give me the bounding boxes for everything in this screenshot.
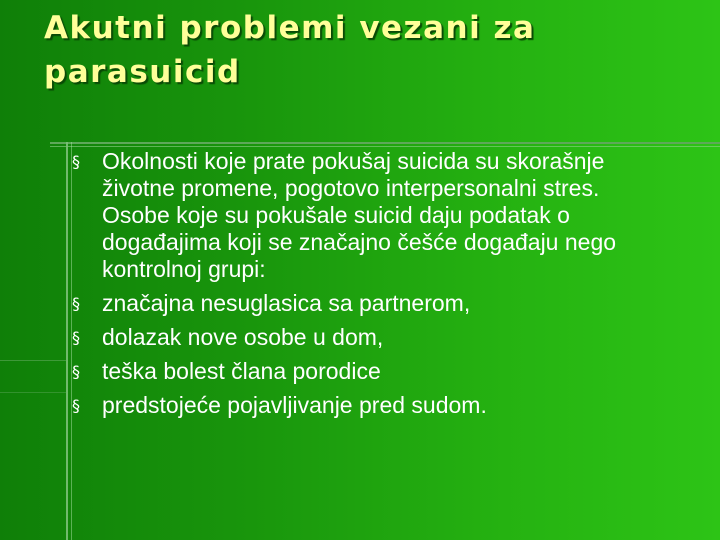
list-item — [72, 324, 712, 351]
list-item-text: dolazak nove osobe u dom, — [102, 324, 384, 350]
list-item-text: predstojeće pojavljivanje pred sudom. — [102, 392, 487, 418]
slide-title: Akutni problemi vezani za parasuicid — [44, 10, 536, 90]
list-item-text: teška bolest člana porodice — [102, 358, 381, 384]
list-item — [72, 392, 712, 419]
bullet-icon: § — [72, 294, 80, 313]
frame-line — [66, 142, 68, 540]
title-box — [44, 6, 684, 94]
list-item — [72, 148, 712, 283]
frame-line — [0, 360, 66, 361]
bullet-icon: § — [72, 328, 80, 347]
frame-line — [50, 146, 720, 147]
bullet-icon: § — [72, 396, 80, 415]
list-item — [72, 290, 712, 317]
list-item-text: značajna nesuglasica sa partnerom, — [102, 290, 471, 316]
bullet-icon: § — [72, 152, 80, 171]
bullet-list — [72, 148, 712, 419]
list-item — [72, 358, 712, 385]
frame-line — [0, 392, 66, 393]
bullet-icon: § — [72, 362, 80, 381]
list-item-text: Okolnosti koje prate pokušaj suicida su skorašnje životne promene, pogotovo interpersonalni stres. Osobe koje su pokušale suicid daju podatak o događajima koji se značajno češće događaju nego kontrolnoj grupi: — [102, 148, 617, 282]
frame-line — [50, 142, 720, 144]
